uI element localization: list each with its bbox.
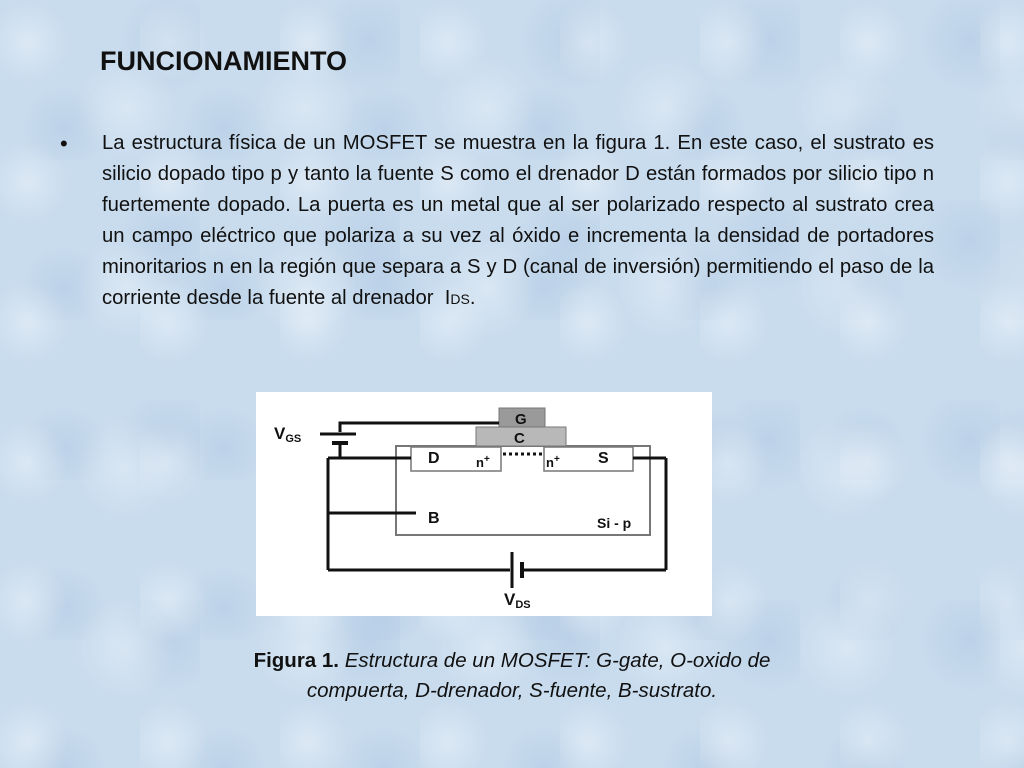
substrate-label: Si - p <box>597 515 632 531</box>
vds-label: VDS <box>504 590 531 611</box>
mosfet-figure <box>256 392 712 616</box>
source-label: S <box>598 450 609 467</box>
period: . <box>469 287 476 309</box>
n-right-label: n+ <box>546 454 560 470</box>
bullet-paragraph <box>60 128 934 315</box>
oxide-label: C <box>514 430 525 447</box>
slide-title: FUNCIONAMIENTO <box>100 46 347 76</box>
bullet-text <box>102 128 934 315</box>
vgs-label: VGS <box>274 424 302 445</box>
bullet-main-text: La estructura física de un MOSFET se muestra en la figura 1. En este caso, el sustrato es silicio dopado tipo p y tanto la fuente S como el drenador D están formados por silicio tipo n fuertemente dopado. La puerta es un metal que al ser polarizado respecto al sustrato crea un campo eléctrico que polariza a su vez al óxido e incrementa la densidad de portadores minoritarios n en la región que separa a S y D (canal de inversión) permitiendo el paso de la corriente desde la fuente al drenador <box>102 132 934 309</box>
gate-label: G <box>515 411 527 428</box>
n-left-label: n+ <box>476 454 490 470</box>
body-label: B <box>428 510 440 527</box>
gate-wire <box>340 423 499 432</box>
mosfet-diagram <box>256 392 712 616</box>
drain-label: D <box>428 450 440 467</box>
current-symbol: I <box>444 287 451 309</box>
bullet-icon: • <box>60 131 68 156</box>
caption-label: Figura 1. <box>253 649 339 672</box>
caption-text: Estructura de un MOSFET: G-gate, O-oxido de compuerta, D-drenador, S-fuente, B-sustrato. <box>306 649 771 702</box>
figure-caption <box>200 646 824 706</box>
current-subscript: DS <box>450 291 470 307</box>
